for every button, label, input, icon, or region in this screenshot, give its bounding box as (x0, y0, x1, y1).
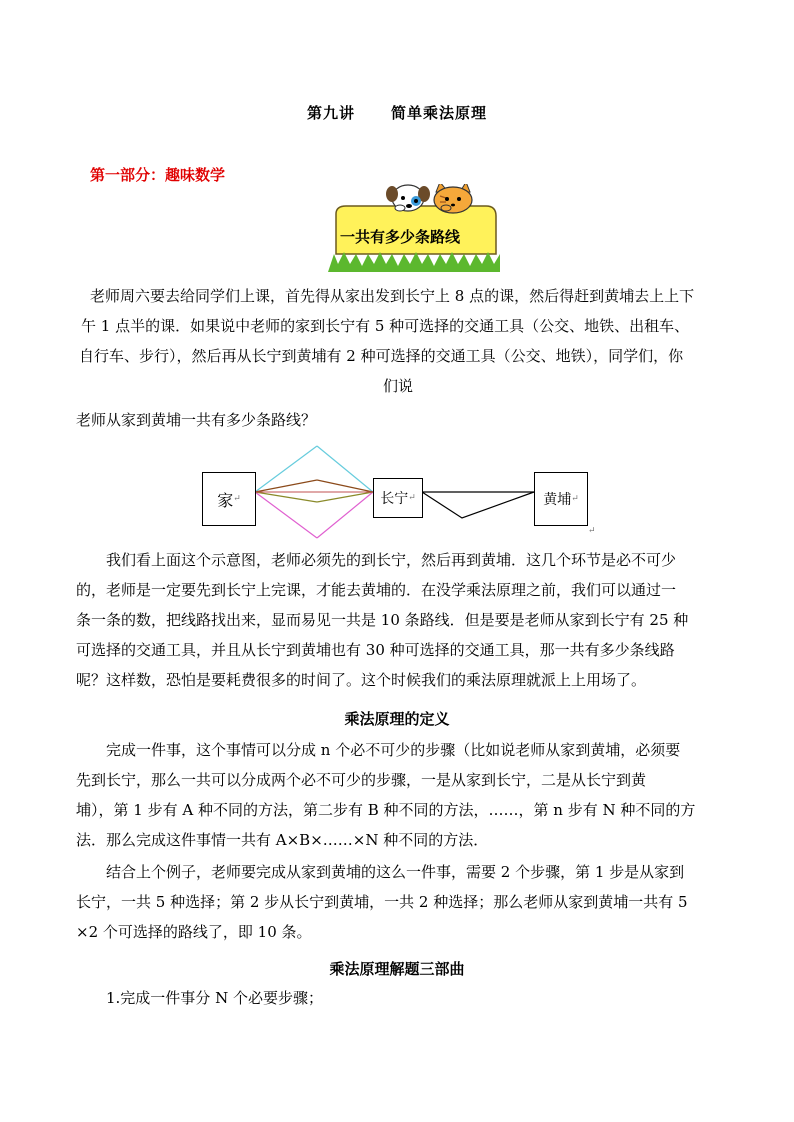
example-paragraph (76, 857, 726, 947)
explain-paragraph (76, 545, 726, 695)
explain-line-4: 可选择的交通工具，并且从长宁到黄埔也有 30 种可选择的交通工具，那一共有多少条线路 (76, 641, 675, 659)
banner-illustration (328, 184, 500, 272)
route-line-cyan (255, 446, 317, 492)
steps-heading: 乘法原理解题三部曲 (329, 960, 465, 978)
explain-line-5: 呢？这样数，恐怕是要耗费很多的时间了。这个时候我们的乘法原理就派上上用场了。 (76, 671, 647, 689)
route-line-magenta (255, 492, 317, 538)
page-title (0, 102, 794, 123)
explain-line-2: 的，老师是一定要先到长宁上完课，才能去黄埔的．在没学乘法原理之前，我们可以通过一 (76, 581, 677, 599)
diagram-return-mark: ↵ (588, 526, 596, 536)
intro-line-3: 自行车、步行），然后再从长宁到黄埔有 2 种可选择的交通工具（公交、地铁），同学们，你 (79, 347, 684, 365)
intro-line-1: 老师周六要去给同学们上课，首先得从家出发到长宁上 8 点的课，然后得赶到黄埔去上上下 (90, 287, 695, 305)
definition-line-3: 埔），第 1 步有 A 种不同的方法，第二步有 B 种不同的方法，……，第 n 步有 N 种不同的方 (76, 801, 696, 819)
lecture-number: 第九讲 (306, 104, 355, 122)
route-line-brown (255, 480, 317, 492)
huangpu-box: 黄埔 ↵ (534, 472, 588, 526)
example-line-2: 长宁，一共 5 种选择；第 2 步从长宁到黄埔，一共 2 种选择；那么老师从家到黄埔一共有 5 (76, 893, 688, 911)
banner-text: 一共有多少条路线 (340, 228, 461, 246)
explain-line-1: 我们看上面这个示意图，老师必须先的到长宁，然后再到黄埔．这几个环节是必不可少 (106, 551, 677, 569)
definition-line-1: 完成一件事，这个事情可以分成 n 个必不可少的步骤（比如说老师从家到黄埔，必须要 (106, 741, 681, 759)
definition-line-4: 法．那么完成这件事情一共有 A×B×……×N 种不同的方法． (76, 831, 489, 849)
route-line-bottom (422, 492, 534, 518)
home-box: 家 ↵ (202, 472, 256, 526)
steps-item-1: 1.完成一件事分 N 个必要步骤； (106, 989, 323, 1007)
definition-heading: 乘法原理的定义 (344, 710, 450, 728)
route-line-olive (255, 492, 317, 502)
section-heading: 第一部分：趣味数学 (90, 166, 226, 184)
example-line-3: ×2 个可选择的路线了，即 10 条。 (76, 923, 312, 941)
intro-paragraph (76, 281, 720, 401)
definition-line-2: 先到长宁，那么一共可以分成两个必不可少的步骤，一是从家到长宁，二是从长宁到黄 (76, 771, 647, 789)
lecture-topic: 简单乘法原理 (391, 104, 488, 122)
intro-line-4: 们说 (382, 377, 413, 395)
example-line-1: 结合上个例子，老师要完成从家到黄埔的这么一件事，需要 2 个步骤，第 1 步是从家到 (106, 863, 685, 881)
intro-question: 老师从家到黄埔一共有多少条路线？ (76, 411, 317, 429)
explain-line-3: 条一条的数，把线路找出来，显而易见一共是 10 条路线．但是要是老师从家到长宁有 25 种 (76, 611, 689, 629)
definition-paragraph (76, 735, 726, 855)
route-diagram (200, 444, 600, 540)
intro-line-2: 午 1 点半的课．如果说中老师的家到长宁有 5 种可选择的交通工具（公交、地铁、出租车、 (81, 317, 690, 335)
changning-box: 长宁 ↵ (373, 478, 423, 518)
